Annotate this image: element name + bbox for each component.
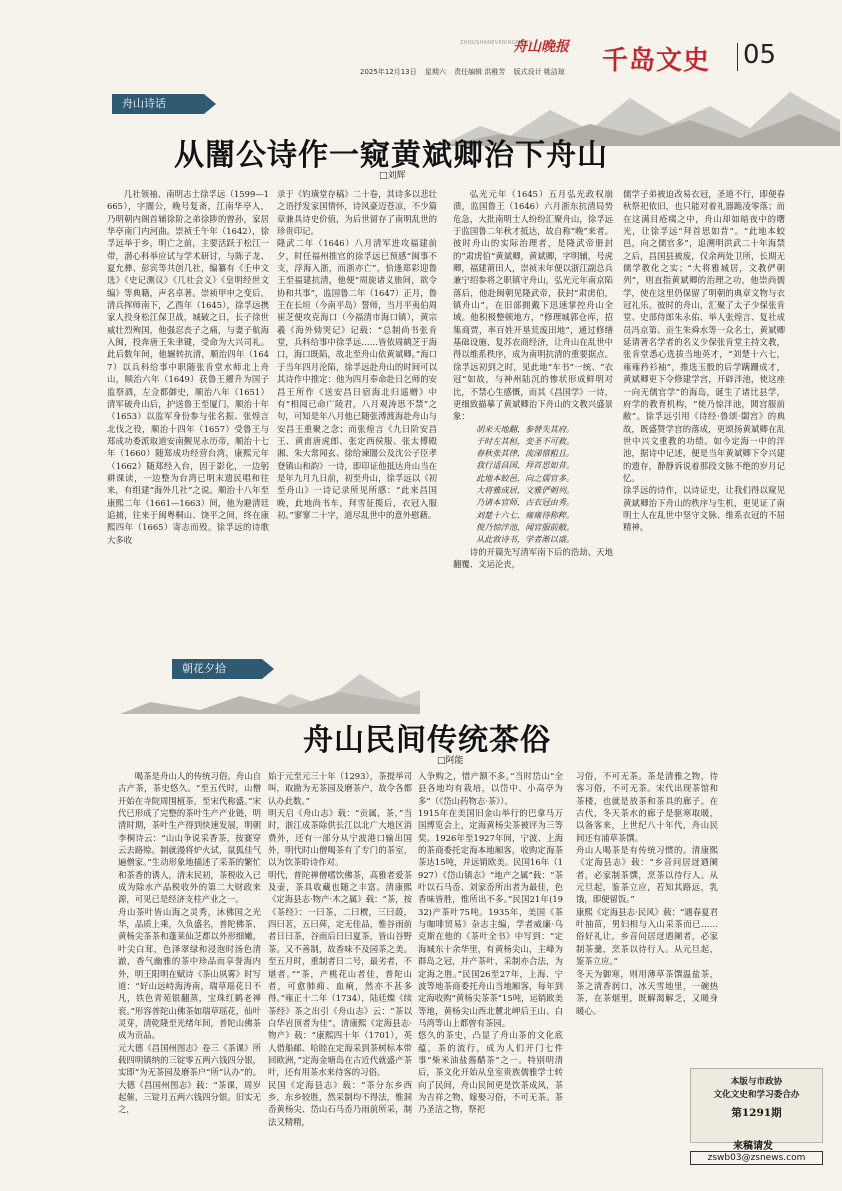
editor: 责任编辑 洪稚芳: [454, 68, 506, 76]
date: 2025年12月13日: [360, 68, 417, 76]
column-badge-label: 朝花夕拾: [182, 662, 226, 675]
contribute-label: 来稿请发: [733, 1141, 773, 1152]
poem-line: 我行适昌国，拜首思如昔。: [475, 460, 575, 471]
article1-byline: □刘辉: [379, 171, 406, 181]
article1-paragraph: 几社领袖、南明志士徐孚远（1599—1665），字闇公，晚号复斋，江南华亭人，乃明朝内阁首辅徐阶之弟徐陟的曾孙，家居华亭南门内河曲。崇祯壬午年（1642），徐孚远举于乡，明亡之前，主要活跃于松江一带，潜心科举应试与学术研讨，与陈子龙、夏允彝、彭宾等共创几社，编纂有《壬申文选》《史记测议》《几社会义》《皇明经世文编》等典籍，声名卓著。崇祯甲申之变后，清兵挥师南下，乙酉年（1645），徐孚远携家人投身松江保卫战，城破之日，长子徐世威壮烈殉国，他强忍丧子之痛，与妻子航海入闽，投奔唐王朱聿键，受命为大兴司礼。此后数年间，他辗转抗清，顺治四年（1647）以兵科给事中职随张肯堂水师北上舟山，顺治六年（1649）获鲁王擢升为国子监祭酒，左佥都御史，顺治八年（1651）清军破舟山后，护送鲁王至厦门，顺治十年（1653）以监军身份参与张名振、张煌言北伐之役，顺治十四年（1657）受鲁王与郑成功委派取道安南觐见永历帝，顺治十七年（1660）随郑成功经营台湾，康熙元年（1662）随郑经入台，因于影化，一边躬耕课读，一边整为台湾已明末遗民唱和往来，有组建“海外几社”之说。顺治十八年至康熙二年（1661—1663）间，他为避清廷追捕，往来于闽粤桐山、饶平之间，终在康熙四年（1665）寄志而殁。徐孚远的诗歌大多收: [107, 189, 269, 545]
article2-paragraph: 入争购之，惜产额不多。”当时岱山“全县各地均有栽培，以岱中、小高亭为多”（《岱山药物志·茶》）。 1915年在美国旧金山举行的巴拿马万国博览会上，定海黄杨尖茶被评为三等奖。1926年至1927年间，宁波、上海的茶商委托定海本地厢客，收购定海茶茶达15吨，并远销欧美。民国16年（1927）《岱山镇志》“地产之属”载：“茶叶以石马岙、刘家岙所出者为最佳，色香味皆胜，惟所出不多。”民国21年(1932)产茶叶75吨。1935年，美国《茶与咖啡贸易》杂志主编，学者威廉·乌克斯在他的《茶叶全书》中写到：“定海城东十余华里，有黄杨尖山，主峰为群岛之冠，并产茶叶，采制亦合法，为定海之胜。”民国26至27年，上海、宁波等地茶商委托舟山当地厢客，每年到定海收购“黄杨尖茶茶”15吨，运销欧美等地，黄杨尖山西北麓北岬后王山、白马湾等山上都曾有茶园。 悠久的茶史，凸显了舟山茶的文化底蕴，茶的流行，成为人们开门七件事“柴米油盐酱醋茶”之一。特别明清后，茶文化开始从皇室贵族儒雅学士转向了民间，舟山民间更是饮茶成风，茶为吉祥之物，嫁娶习俗，不可无茶。茶乃圣洁之物，祭祀: [418, 771, 563, 1115]
paper-logo: 舟山晚报: [513, 39, 569, 55]
poem-line: 从此敦诗书，学者渐以盛。: [475, 534, 575, 545]
poem-line: 大将雅成居，文雅俨朝列。: [475, 485, 575, 496]
masthead-info: [360, 67, 571, 77]
article2-paragraph: 习俗，不可无茶。茶是清雅之物，待客习俗，不可无茶。宋代出现茶馆和茶楼，也就是放茶和茶具的廊子。在古代，冬天茶水的廊子是驱寒取暖，以备客来，上世纪八十年代，舟山民间还有浦草茶馔。 舟山人喝茶是有传统习惯的。清康熙《定海县志》载：“乡音问居迓迺阑者，必家制茶馔，烹茶以待行人。从元旦起，鉴茶立应，若知其路远，乳饿，即便留饭。” 康熙《定海县志·民风》载：“遇春夏君叶抽苗，男妇相与入山采茶而已……俗好礼让，乡音问居迓迺阑者，必家制茶羹，烹茶以待行人。从元旦起，鉴茶立应。” 冬天为御寒，则用薄草茶馔温盐茶，茶之清香润口，冰天雪地里，一碗热茶，在茶烟里，既解渴解乏，又暖身暖心。: [576, 771, 718, 1016]
page-number: 05: [743, 40, 777, 70]
article2-paragraph: 始于元至元三十年（1293），茶提举司叫，取勘为无茶园及磨茶户，故令各都认办此数。” 明天启《舟山志》载：“贡属，茶，”当时，浙江成茶除供长江以北广大地区消费外，还有一部分从宁波港口输出国外，明代时山僧喝茶有了专门的茶室，以为饮茶聆诗作对。 明代，普陀禅僧嗜饮佛茶，高雅者爱茶及壶，茶具收藏也随之丰富。清康熙《定海县志·物产·木之属》载：“茶，按《茶经》：一曰茶，二曰槚，三曰蔎，四曰茗，五曰荈，定无佳品，惟谷雨前者日曰茶，谷雨后日曰夏茶，皆山谷野茶。又不善制，故香味不及园茶之美。至五月时，重制者日二号，最劣者，不堪者。”“茶，产桃花山者佳，普陀山者，可愈肺痈、血痢，然亦不甚多得。”雍正十二年（1734），陆廷燦《续茶经》茶之出引《舟山志》云：“茶以白华岩顶者为佳”。清康熙《定海县志·物产》载：“康熙四十年（1701），英人借船邮、哈睦在定海采到茶树标本带回欧洲，”定海金塘岛在古近代就盛产茶叶，还有用茶水来待客的习俗。 民国《定海县志》载：“茶分东乡西乡，东乡较胜，然采制均不得法，惟洞岙黄杨尖、岱山石马岙乃雨前所采，制法又精精，: [268, 771, 412, 1127]
poem-line: 乃请本官师，古衣冠由秀。: [475, 497, 575, 508]
article2-title: 舟山民间传统茶俗: [303, 723, 551, 758]
issue-number: 第1291期: [731, 1107, 782, 1119]
weekday: 星期六: [424, 68, 446, 76]
contribute-email[interactable]: zswb03@zsnews.com: [690, 1151, 823, 1165]
poem-line: 于时左其桓，变圣不可救。: [475, 435, 575, 446]
poem-line: 俊乃惊泮池，闻官服前敝。: [475, 521, 575, 532]
co-host-info-box: [690, 1068, 823, 1143]
article2-column-1: [118, 770, 261, 1180]
designer: 版式设计 姚洁琼: [513, 68, 565, 76]
paper-name-en: ZHOUSHANEVENINGNEWS: [460, 40, 533, 46]
article2-column-3: [418, 770, 563, 1180]
article1-title: 从闇公诗作一窥黄斌卿治下舟山: [174, 138, 608, 173]
article1-column-3: [453, 188, 613, 668]
co-host-line: 文化文史和学习委合办: [713, 1090, 800, 1100]
article1-column-4: [623, 188, 785, 668]
article2-byline: □阿能: [437, 756, 464, 766]
article1-column-2: [277, 188, 437, 668]
column-badge-poetry: [112, 94, 204, 114]
co-host-line: 本版与市政协: [730, 1077, 783, 1087]
article2-paragraph: 喝茶是舟山人的传统习俗。舟山自古产茶，茶史悠久。“至五代时，山僧开始在寺院周围植茶，至宋代称盛。”宋代已形成了完整的茶叶生产产业链，明清时期，茶叶生产得到快速发展，明朝李桐诗云：“山山争说采香茶，按赛穿云去路赊。制就漫将炉火试，鼠狐佳气遍僧家。”生动形象地描述了采茶的繁忙和茶香的诱人，清末民初，茶税收入已成为除水产品税收外的第二大财政来源，可见已是经济支柱产业之一。 舟山茶叶皆山海之灵秀，沐佛国之光华，品质上乘，久负盛名，普陀佛茶、黄杨尖茶茶和蓬莱仙芝都以外形细嫩，叶尖白茸，色泽翠绿和浸泡时汤色清澈，香气幽雅的茶中珍品而享誉海内外，明王阳明在赋诗《茶山夙雾》时写道：“好山远峙海涛南，瑞草瑶花日不凡，铁色青苑银翻蒸，宝珠红鹤老禅衮。”形容普陀山佛茶如瑞草瑶花，仙叶灵芽，清乾隆至光绪年间，普陀山佛茶成为贡品。 元大德《昌国州图志》卷三《茶课》所载四明镇纳的三锭零五两六钱四分银，实即“为无茶园及磨茶户“所”认办”的。大德《昌国州图志》载：“茶课，周岁起催，三锭月五两六钱四分银。旧实无之，: [118, 771, 261, 1115]
poem-line: 此地本蛟邑，向之儒官多。: [475, 472, 575, 483]
article1-paragraph: 录于《钓璜堂存稿》二十卷，其诗多以悲壮之语抒发家国情怀，诗风豪迈苍凉，不少篇章兼具诗史价值，为后世留存了南明乱世的珍贵印记。 隆武二年（1646）八月清军进攻福建前夕，时任福州推官的徐孚远已预感“闽事不支，浮海入浙，而浙亦亡”，恰逢郑彩迎鲁王至福建抗清，他便“周旋诸义旅间，欲令协和共事”，监国鲁二年（1647）正月，鲁王在长垣（今南平岛）誓师，当月平夷伯周崔芝便攻克海口（今福清市海口镇），黄宗羲《海外恸哭记》记载：“总制尚书张肯堂，兵科给事中徐孚远……皆依周鹤芝于海口，海口既陷，故北至舟山依黄斌卿。”海口于当年四月沦陷，徐孚远赴舟山的时间可以其诗作中推定：他为四月奉命赴日乞师的安昌王所作《送安昌日宿海北归遥赠》中有“相阅已命广陵君，八月观涛思不禁”之句，可知是年八月他已随张溥渡海赴舟山与安昌王重聚之念；而张煌言《九日阶安昌王、黄甫唐虎郎、张定西侯服、张太傅殿湘、朱大常闻玄、徐给谏闇公及沈公子臣孝登镇山和韵》一诗，即印证他抵达舟山当在是年九月九日前，初至舟山，徐孚远以《初至舟山》一诗记录所见所感：“此来昌国晚，此地尚书车，拜雪征揽后，衣冠入服初。”寥寥二十字，道尽乱世中的意外慰藉。: [277, 189, 437, 520]
poem-line: 胡来天地翻，参替失其府。: [475, 423, 575, 434]
poem-line: 春秋张其律，流涕惜粗且。: [475, 448, 575, 459]
article1-paragraph: 弘光元年（1645）五月弘光政权崩溃，监国鲁王（1646）六月浙东抗清局势危急，大批南明士人纷纷汇聚舟山，徐孚远于监国鲁二年秋才抵达，故自称“晚”来者。彼时舟山的实际治理者，是隆武帝册封的“肃虏伯”黄斌卿，黄斌卿，字明辅，号虎卿，福建莆田人，崇祯末年便以浙江副总兵兼宁绍参将之职镇守舟山，弘光元年南京陷落后，他赴闽朝见隆武帝，获封“肃虏伯，镇舟山”，在旧部拥戴下迅速掌控舟山全域。他积极整顿地方，“修理城郭仓库，招集商贾，率百姓开垦荒废田地”，通过修缮基础设施、复苏农商经济，让舟山在乱世中得以维系秩序，成为南明抗清的重要据点。徐孚远初到之时，见此地“车书”一统、“衣冠”如故，与神州陆沉的惨状形成鲜明对比，不禁心生感慨，而其《昌国学》一诗，更细致描摹了黄斌卿治下舟山的文教兴盛景象：: [453, 189, 613, 422]
article1-column-1: [107, 188, 269, 668]
column-badge-label: 舟山诗话: [122, 97, 166, 110]
poem: [453, 423, 613, 546]
article1-paragraph: 诗的开篇先写清军南下后的浩劫、天地翻覆、文运沦丧，: [453, 546, 613, 569]
article1-paragraph: 儒学子弟被迫改易衣冠，圣道不行，即便春秋祭祀依旧，也只能对着礼器跪凌零落；而在这满目疮痍之中，舟山却如暗夜中的曙光，让徐孚远“拜首思如昔”。“此地本蛟邑，向之儒官多”，追溯明洪武二十年海禁之后，昌国县被废，仅余两处卫所，长期无儒学教化之实；“大将雅城居，文教俨朝列”，则直指黄斌卿的治理之功，他崇尚儒学，使在这里仍保留了明朝的典章文物与衣冠礼乐。彼时的舟山，汇聚了太子少保张肯堂、史部侍郎朱永佑、举人张煌言、复社成员冯京第、贡生朱舜水等一众名士，黄斌卿延请著名学者的名义少保张肯堂主持文教，张肯堂悉心选拔当地英才，“刘楚十六七，雍雍矜衫袖”，推选玉骰的后学蹒跚成才，黄斌卿更下令修建学宫，开辟泮池，使这座一向无儒官学”的海岛，诞生了诸比县学，府学的教育机构，“使乃惊泮池，閭宫服前敝”。徐孚远引用《诗经·鲁颂·閟宫》的典故，既盛赞学宫的落成，更颂扬黄斌卿在乱世中兴文重教的功绩。如今定海一中的泮池，据诗中记述，便是当年黄斌卿下令兴建的遗存，静静诉说着那段文脉不绝的岁月记忆。 徐孚远的诗作，以诗证史，让我们得以窥见黄斌卿治下舟山的秩序与生机，更见证了南明士人在乱世中坚守文脉、维系衣冠的不屈精神。: [623, 189, 785, 533]
masthead-divider: [737, 43, 738, 71]
poem-line: 刘楚十六七，雍雍待称粹。: [475, 509, 575, 520]
section-title: 千岛文史: [602, 46, 711, 76]
article2-column-2: [268, 770, 412, 1180]
mountain-decoration-icon: [120, 654, 420, 714]
